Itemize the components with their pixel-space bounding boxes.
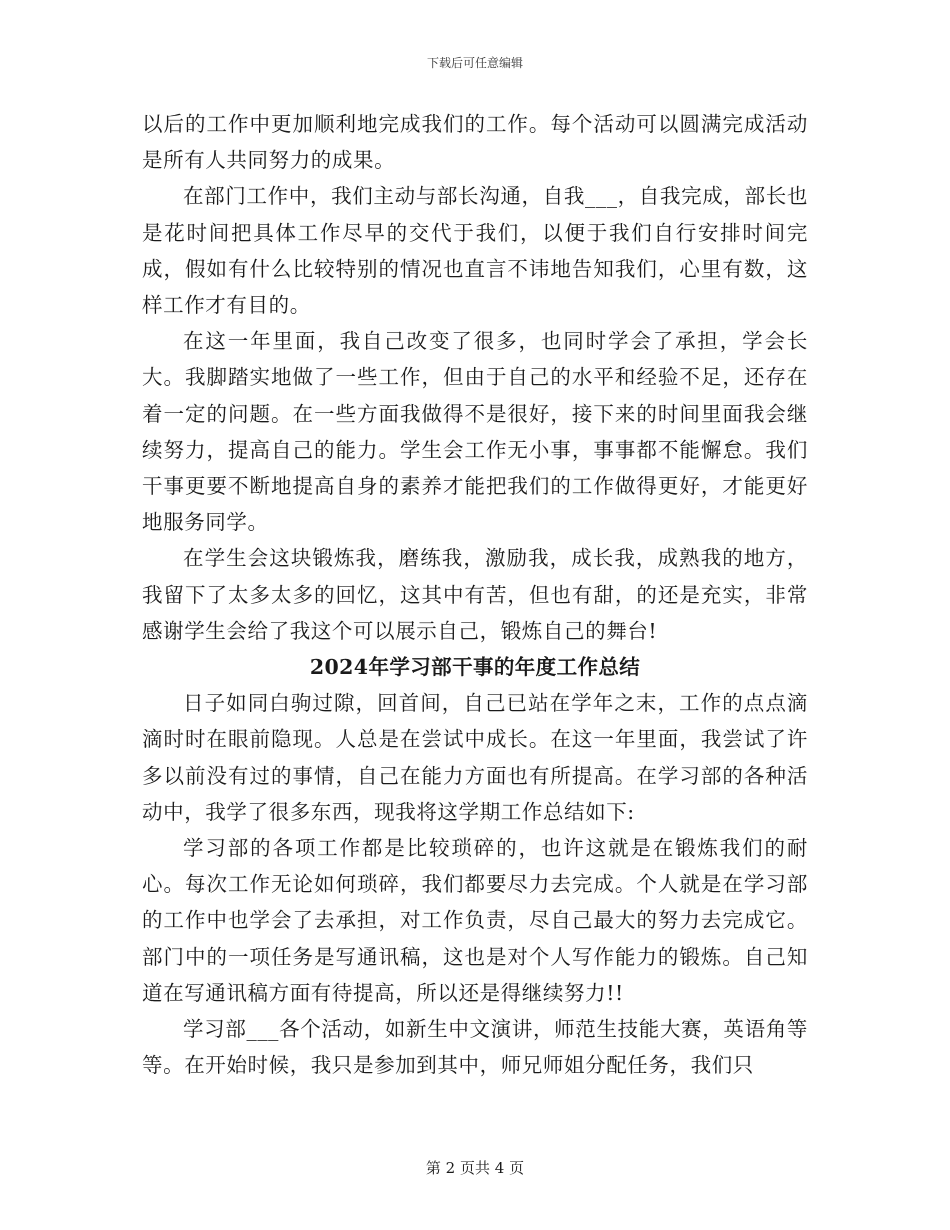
paragraph: 学习部___各个活动，如新生中文演讲，师范生技能大赛，英语角等等。在开始时候，我只是参加到其中，师兄师姐分配任务，我们只 <box>142 1017 808 1078</box>
paragraph: 学习部的各项工作都是比较琐碎的，也许这就是在锻炼我们的耐心。每次工作无论如何琐碎，我们都要尽力去完成。个人就是在学习部的工作中也学会了去承担，对工作负责，尽自己最大的努力去完成它。部门中的一项任务是写通讯稿，这也是对个人写作能力的锻炼。自己知道在写通讯稿方面有待提高，所以还是得继续努力!! <box>142 836 808 1005</box>
paragraph-continuation: 以后的工作中更加顺利地完成我们的工作。每个活动可以圆满完成活动是所有人共同努力的成果。 <box>142 112 808 173</box>
paragraph: 在学生会这块锻炼我，磨练我，激励我，成长我，成熟我的地方，我留下了太多太多的回忆，这其中有苦，但也有甜，的还是充实，非常感谢学生会给了我这个可以展示自己，锻炼自己的舞台! <box>142 546 808 643</box>
paragraph: 在这一年里面，我自己改变了很多，也同时学会了承担，学会长大。我脚踏实地做了一些工作，但由于自己的水平和经验不足，还存在着一定的问题。在一些方面我做得不是很好，接下来的时间里面我会继续努力，提高自己的能力。学生会工作无小事，事事都不能懈怠。我们干事更要不断地提高自身的素养才能把我们的工作做得更好，才能更好地服务同学。 <box>142 329 808 535</box>
paragraph: 在部门工作中，我们主动与部长沟通，自我___，自我完成，部长也是花时间把具体工作尽早的交代于我们，以便于我们自行安排时间完成，假如有什么比较特别的情况也直言不讳地告知我们，心里有数，这样工作才有目的。 <box>142 184 808 318</box>
document-body <box>142 106 808 1083</box>
section-title: 2024年学习部干事的年度工作总结 <box>309 655 641 680</box>
page-header: 下载后可任意编辑 <box>426 56 523 70</box>
page-footer: 第 2 页共 4 页 <box>425 1159 525 1177</box>
paragraph: 日子如同白驹过隙，回首间，自己已站在学年之末，工作的点点滴滴时时在眼前隐现。人总是在尝试中成长。在这一年里面，我尝试了许多以前没有过的事情，自己在能力方面也有所提高。在学习部的各种活动中，我学了很多东西，现我将这学期工作总结如下: <box>142 691 808 824</box>
